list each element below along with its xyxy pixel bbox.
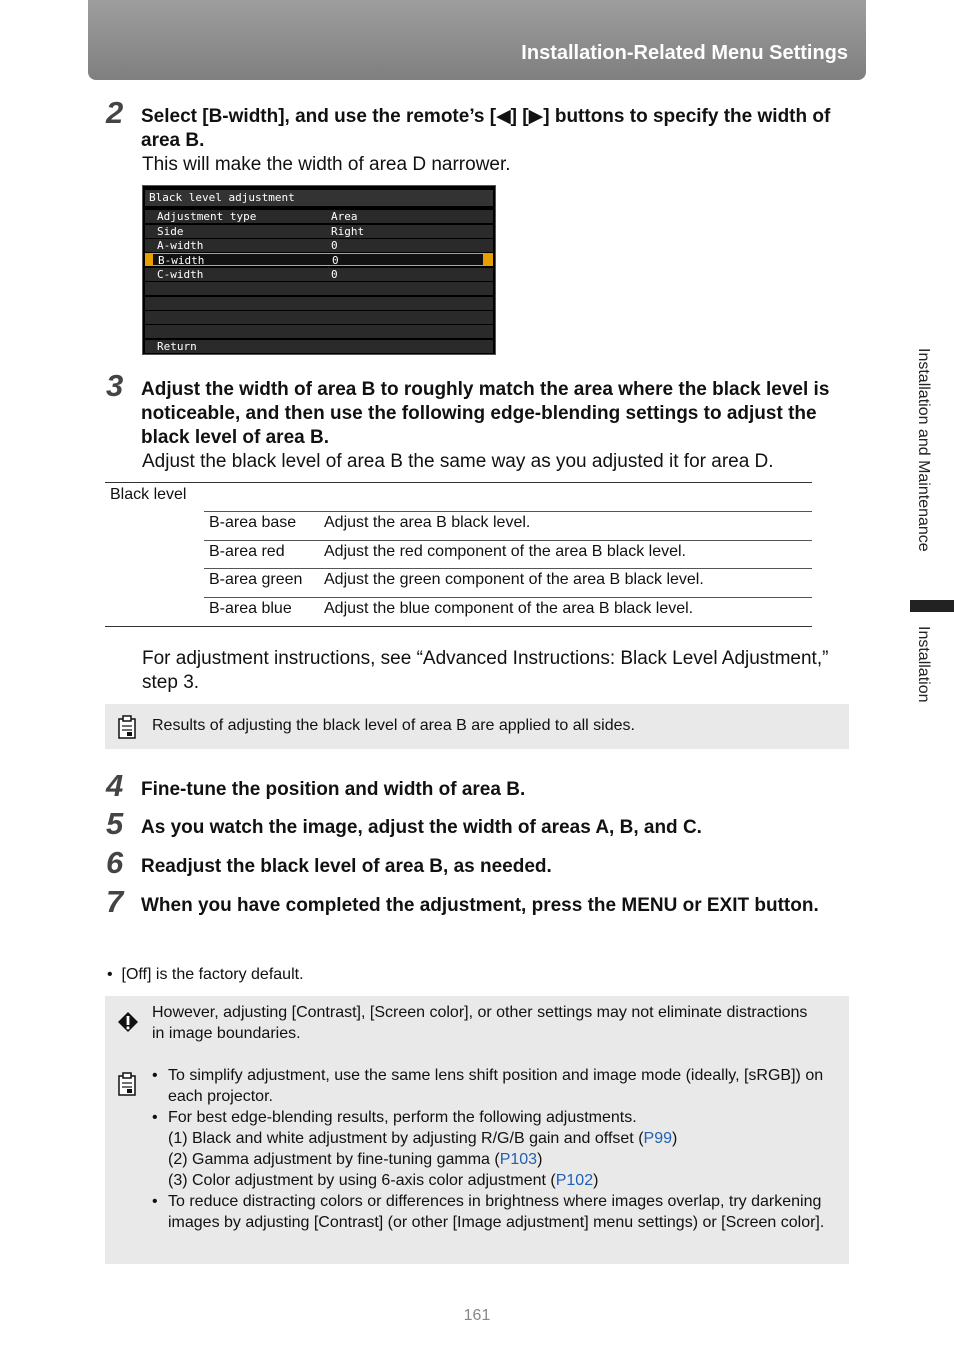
sub-item-text: (1) Black and white adjustment by adjusting R/G/B gain and offset ( (168, 1130, 644, 1147)
menu-row-value: 0 (331, 239, 338, 252)
sub-item-text: (3) Color adjustment by using 6-axis color adjustment ( (168, 1172, 556, 1189)
sub-item-close: ) (593, 1172, 599, 1189)
table-row (204, 511, 812, 540)
table-top-rule (105, 482, 812, 483)
menu-row-empty (145, 325, 493, 338)
page-number: 161 (463, 1307, 491, 1324)
table-row (204, 597, 812, 626)
menu-row-label: Side (157, 225, 184, 238)
menu-return-label: Return (157, 340, 197, 353)
page-header (88, 0, 866, 80)
bullet-mark: • (107, 966, 122, 983)
table-cell-setting: B-area base (209, 514, 297, 531)
list-item: • To simplify adjustment, use the same lens shift position and image mode (ideally, [sRGB]) on each projector. (152, 1065, 842, 1107)
table-bottom-rule (105, 626, 812, 627)
menu-row-value: Area (331, 210, 358, 223)
table-cell-description: Adjust the red component of the area B black level. (324, 543, 686, 560)
list-item (152, 1107, 842, 1191)
menu-row-label: A-width (157, 239, 204, 252)
menu-row-empty (145, 297, 493, 310)
step-instruction: Adjust the width of area B to roughly match the area where the black level is noticeable, and then use the following edge-blending settings to adjust the black level of area B. (141, 379, 830, 448)
step-number: 6 (106, 845, 124, 880)
caution-icon (117, 1011, 139, 1033)
note-text: Results of adjusting the black level of area B are applied to all sides. (152, 717, 635, 734)
menu-title: Black level adjustment (145, 190, 493, 206)
step-number: 4 (106, 768, 124, 803)
table-cell-description: Adjust the blue component of the area B black level. (324, 600, 694, 617)
instruction-reference: For adjustment instructions, see “Advanced Instructions: Black Level Adjustment,” step 3. (142, 648, 829, 693)
settings-table (105, 482, 812, 627)
step-number: 2 (106, 95, 124, 130)
step-instruction: When you have completed the adjustment, press the MENU or EXIT button. (141, 895, 819, 916)
menu-row-return (145, 340, 493, 353)
side-tabs (906, 340, 954, 720)
page-link-p103[interactable]: P103 (499, 1151, 538, 1168)
menu-row-value: 0 (331, 268, 338, 281)
step-description: This will make the width of area D narrower. (142, 154, 511, 175)
step-instruction: Readjust the black level of area B, as needed. (141, 856, 552, 877)
menu-row-value: Right (331, 225, 365, 238)
menu-row-empty (145, 282, 493, 295)
table-cell-setting: B-area red (209, 543, 285, 560)
menu-row (145, 268, 493, 281)
table-group-label: Black level (110, 486, 187, 503)
sub-item-close: ) (671, 1130, 678, 1147)
menu-row-label: C-width (157, 268, 204, 281)
step-number: 5 (106, 806, 124, 841)
menu-row-selected (145, 253, 493, 266)
menu-row-value: 0 (332, 254, 339, 267)
menu-row (145, 210, 493, 223)
page-link-p102[interactable]: P102 (555, 1172, 594, 1189)
list-item: • To reduce distracting colors or differences in brightness where images overlap, try darkening images by adjusting [Contrast] (or other [Image adjustment] menu settings) or [Screen color]. (152, 1191, 842, 1233)
sub-item (168, 1170, 842, 1191)
table-row (204, 540, 812, 569)
memo-icon (118, 1072, 136, 1096)
step-instruction: Select [B-width], and use the remote’s [◀] [▶] buttons to specify the width of area B. (141, 106, 831, 151)
list-item-text: • For best edge-blending results, perform the following adjustments. (168, 1109, 637, 1126)
menu-row (145, 225, 493, 238)
sub-item (168, 1128, 842, 1149)
menu-row-label: B-width (158, 254, 205, 267)
menu-row (145, 239, 493, 252)
tips-list (152, 1065, 842, 1233)
step-instruction: As you watch the image, adjust the width of areas A, B, and C. (141, 817, 702, 838)
side-tab-marker (910, 600, 954, 612)
menu-screenshot (142, 185, 496, 355)
page-link-p99[interactable]: P99 (643, 1130, 672, 1147)
table-cell-setting: B-area green (209, 571, 303, 588)
table-cell-description: Adjust the area B black level. (324, 514, 531, 531)
bullet-note (107, 966, 304, 984)
menu-row-empty (145, 311, 493, 324)
table-cell-description: Adjust the green component of the area B black level. (324, 571, 704, 588)
section-title: Installation-Related Menu Settings (521, 42, 848, 64)
step-number: 7 (106, 884, 124, 919)
table-cell-setting: B-area blue (209, 600, 292, 617)
table-row (204, 568, 812, 597)
step-number: 3 (106, 368, 124, 403)
menu-row-label: Adjustment type (157, 210, 257, 223)
step-description: Adjust the black level of area B the same way as you adjusted it for area D. (142, 451, 774, 472)
sub-item (168, 1149, 842, 1170)
factory-default-text: [Off] is the factory default. (121, 966, 304, 983)
sub-item-close: ) (537, 1151, 543, 1168)
memo-icon (118, 715, 136, 739)
side-tab-installation[interactable]: Installation (915, 626, 932, 703)
side-tab-installation-maintenance[interactable]: Installation and Maintenance (915, 348, 932, 552)
caution-text: However, adjusting [Contrast], [Screen color], or other settings may not eliminate distractions in image boundaries. (152, 1004, 808, 1042)
sub-item-text: (2) Gamma adjustment by fine-tuning gamma ( (168, 1151, 500, 1168)
step-instruction: Fine-tune the position and width of area B. (141, 779, 526, 800)
